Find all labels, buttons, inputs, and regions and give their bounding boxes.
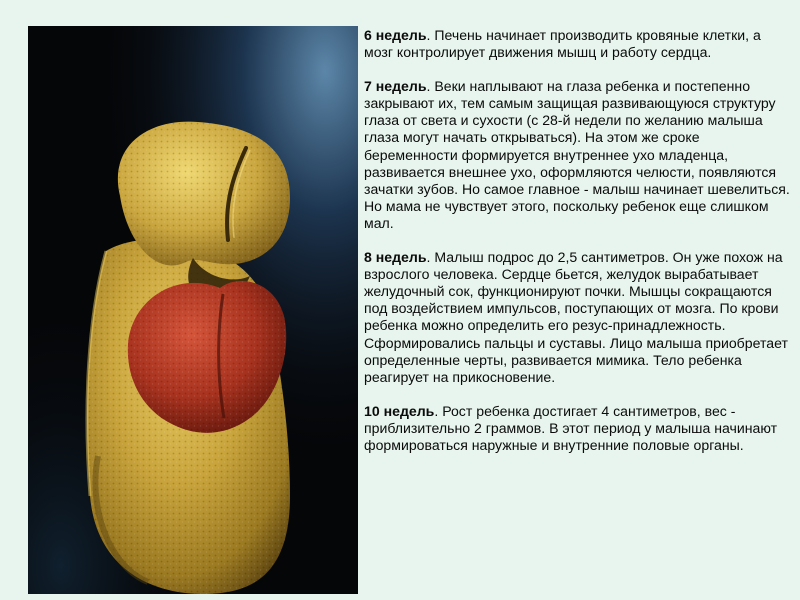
paragraph-week-7 (364, 78, 792, 232)
week-heading: 7 недель (364, 78, 427, 95)
week-heading: 6 недель (364, 27, 427, 43)
week-heading: 8 недель (364, 249, 427, 266)
paragraph-text: . Печень начинает производить кровяные клетки, а мозг контролирует движения мышц и работу сердца. (364, 27, 761, 61)
embryo-photo (28, 26, 358, 594)
paragraph-text: . Веки наплывают на глаза ребенка и постепенно закрывают их, тем самым защищая развивающуюся структуру глаза от света и сухости (с 28-й недели по желанию малыша глаза могут начать открываться). На этом же сроке беременности формируется внутреннее ухо младенца, развивается внешнее ухо, оформляются челюсти, появляются зачатки зубов. Но самое главное - малыш начинает шевелиться. Но мама не чувствует этого, поскольку ребенок еще слишком мал. (364, 78, 790, 231)
paragraph-text: . Рост ребенка достигает 4 сантиметров, вес - приблизительно 2 граммов. В этот период у малыша начинают формироваться наружные и внутренние половые органы. (364, 402, 778, 453)
paragraph-week-8 (364, 249, 792, 386)
week-heading: 10 недель (364, 402, 435, 419)
text-panel (364, 27, 792, 454)
paragraph-text: . Малыш подрос до 2,5 сантиметров. Он уже похож на взрослого человека. Сердце бьется, желудок вырабатывает желудочный сок, функционируют почки. Мышцы сокращаются под воздействием импульсов, поступающих от мозга. По крови ребенка можно определить его резус-принадлежность. Сформировались пальцы и суставы. Лицо малыша приобретает определенные черты, развивается мимика. Тело ребенка реагирует на прикосновение. (364, 249, 788, 385)
paragraph-week-6 (364, 27, 792, 61)
paragraph-week-10 (364, 403, 792, 454)
